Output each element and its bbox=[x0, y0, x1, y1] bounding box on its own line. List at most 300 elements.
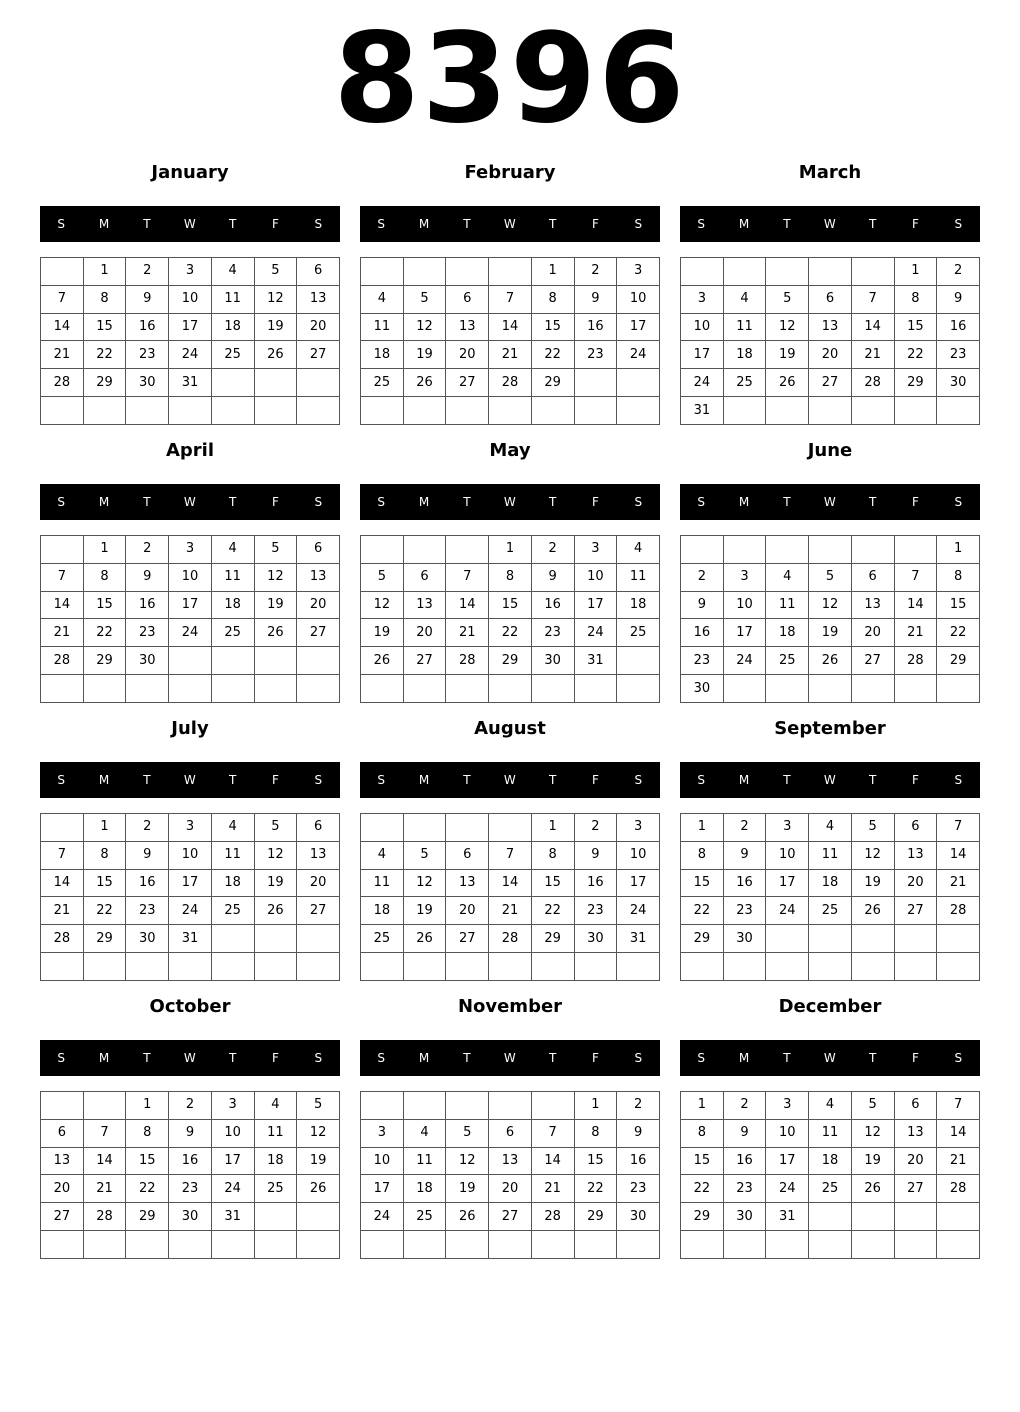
month-name: March bbox=[798, 162, 862, 183]
day-cell bbox=[41, 1231, 84, 1259]
day-cell: 24 bbox=[169, 619, 212, 647]
day-cell bbox=[851, 953, 894, 981]
week-row bbox=[361, 675, 660, 703]
week-row bbox=[41, 675, 340, 703]
day-cell bbox=[83, 953, 126, 981]
week-row bbox=[41, 285, 340, 313]
day-cell: 17 bbox=[169, 591, 212, 619]
day-cell bbox=[361, 675, 404, 703]
day-cell: 28 bbox=[894, 647, 937, 675]
day-cell: 21 bbox=[531, 1175, 574, 1203]
day-cell: 26 bbox=[403, 369, 446, 397]
day-cell: 3 bbox=[681, 285, 724, 313]
day-cell: 25 bbox=[211, 341, 254, 369]
day-cell bbox=[126, 397, 169, 425]
day-cell bbox=[254, 397, 297, 425]
day-cell: 13 bbox=[894, 841, 937, 869]
day-cell bbox=[531, 953, 574, 981]
weekday-label: S bbox=[634, 495, 643, 509]
day-cell: 19 bbox=[403, 341, 446, 369]
day-cell: 2 bbox=[937, 258, 980, 286]
month-name: October bbox=[149, 996, 231, 1017]
day-cell: 16 bbox=[126, 869, 169, 897]
day-cell bbox=[41, 397, 84, 425]
day-cell: 7 bbox=[41, 563, 84, 591]
day-cell bbox=[254, 925, 297, 953]
day-cell: 15 bbox=[574, 1147, 617, 1175]
day-cell bbox=[254, 647, 297, 675]
day-cell: 24 bbox=[617, 897, 660, 925]
weekday-label: T bbox=[463, 217, 472, 231]
day-cell bbox=[489, 675, 532, 703]
week-row bbox=[361, 313, 660, 341]
day-cell: 27 bbox=[446, 369, 489, 397]
weekday-label: T bbox=[463, 773, 472, 787]
day-cell: 26 bbox=[766, 369, 809, 397]
day-cell: 12 bbox=[254, 563, 297, 591]
day-cell: 16 bbox=[169, 1147, 212, 1175]
day-cell: 8 bbox=[681, 1119, 724, 1147]
day-cell: 21 bbox=[83, 1175, 126, 1203]
weekday-label: T bbox=[463, 495, 472, 509]
day-cell: 7 bbox=[489, 841, 532, 869]
week-row bbox=[361, 397, 660, 425]
day-cell: 21 bbox=[851, 341, 894, 369]
weekday-label: W bbox=[823, 773, 837, 787]
day-cell bbox=[83, 1231, 126, 1259]
day-cell bbox=[211, 369, 254, 397]
weekday-header bbox=[40, 762, 340, 798]
weekday-header bbox=[360, 762, 660, 798]
day-grid bbox=[680, 257, 980, 425]
day-cell bbox=[297, 953, 340, 981]
week-row bbox=[41, 369, 340, 397]
day-cell: 10 bbox=[211, 1119, 254, 1147]
week-row bbox=[41, 647, 340, 675]
day-cell bbox=[574, 397, 617, 425]
day-cell: 16 bbox=[574, 869, 617, 897]
month-name: February bbox=[464, 162, 556, 183]
day-cell: 30 bbox=[126, 647, 169, 675]
day-cell: 26 bbox=[254, 341, 297, 369]
day-cell: 4 bbox=[211, 258, 254, 286]
day-cell: 25 bbox=[211, 897, 254, 925]
day-cell: 1 bbox=[531, 258, 574, 286]
day-cell: 9 bbox=[617, 1119, 660, 1147]
day-cell: 21 bbox=[41, 341, 84, 369]
day-cell: 8 bbox=[574, 1119, 617, 1147]
day-cell bbox=[617, 953, 660, 981]
week-row bbox=[41, 341, 340, 369]
day-cell: 13 bbox=[446, 869, 489, 897]
day-cell bbox=[254, 1231, 297, 1259]
week-row bbox=[361, 814, 660, 842]
day-cell: 8 bbox=[894, 285, 937, 313]
day-cell: 3 bbox=[361, 1119, 404, 1147]
week-row bbox=[681, 313, 980, 341]
day-cell: 22 bbox=[83, 619, 126, 647]
weekday-label: T bbox=[228, 1051, 237, 1065]
week-row bbox=[41, 869, 340, 897]
day-cell: 7 bbox=[851, 285, 894, 313]
day-cell: 1 bbox=[126, 1092, 169, 1120]
day-cell: 28 bbox=[851, 369, 894, 397]
day-cell bbox=[809, 1231, 852, 1259]
day-cell bbox=[41, 258, 84, 286]
day-cell: 25 bbox=[211, 619, 254, 647]
week-row bbox=[41, 591, 340, 619]
week-row bbox=[361, 619, 660, 647]
day-cell: 6 bbox=[297, 536, 340, 564]
day-cell bbox=[851, 258, 894, 286]
weekday-label: S bbox=[954, 773, 963, 787]
day-cell bbox=[361, 1092, 404, 1120]
day-cell: 29 bbox=[126, 1203, 169, 1231]
weekday-label: S bbox=[954, 1051, 963, 1065]
weekday-label: M bbox=[738, 217, 750, 231]
day-cell: 24 bbox=[574, 619, 617, 647]
day-cell bbox=[254, 1203, 297, 1231]
day-cell: 30 bbox=[126, 369, 169, 397]
day-cell bbox=[489, 1231, 532, 1259]
week-row bbox=[681, 341, 980, 369]
day-cell: 3 bbox=[766, 1092, 809, 1120]
day-cell: 23 bbox=[126, 619, 169, 647]
day-cell: 9 bbox=[681, 591, 724, 619]
weekday-label: W bbox=[823, 217, 837, 231]
day-cell: 12 bbox=[446, 1147, 489, 1175]
weekday-label: S bbox=[57, 217, 66, 231]
day-cell: 21 bbox=[894, 619, 937, 647]
weekday-label: S bbox=[697, 773, 706, 787]
day-cell bbox=[361, 536, 404, 564]
weekday-label: F bbox=[912, 217, 920, 231]
month-name: May bbox=[489, 440, 531, 461]
weekday-header bbox=[680, 762, 980, 798]
day-cell: 18 bbox=[211, 591, 254, 619]
day-cell: 12 bbox=[254, 841, 297, 869]
week-row bbox=[41, 563, 340, 591]
day-cell: 18 bbox=[809, 1147, 852, 1175]
day-cell: 9 bbox=[574, 841, 617, 869]
week-row bbox=[41, 258, 340, 286]
day-cell: 17 bbox=[574, 591, 617, 619]
day-cell: 10 bbox=[617, 285, 660, 313]
day-cell: 31 bbox=[617, 925, 660, 953]
weekday-label: W bbox=[183, 217, 197, 231]
weekday-label: M bbox=[738, 773, 750, 787]
day-cell: 14 bbox=[851, 313, 894, 341]
day-cell: 11 bbox=[403, 1147, 446, 1175]
weekday-label: S bbox=[57, 495, 66, 509]
day-cell: 14 bbox=[489, 869, 532, 897]
day-grid bbox=[680, 813, 980, 981]
week-row bbox=[361, 897, 660, 925]
day-cell: 14 bbox=[531, 1147, 574, 1175]
day-cell: 5 bbox=[254, 258, 297, 286]
weekday-label: T bbox=[868, 495, 877, 509]
day-cell: 15 bbox=[531, 313, 574, 341]
day-cell: 4 bbox=[211, 814, 254, 842]
week-row bbox=[41, 313, 340, 341]
week-row bbox=[361, 1175, 660, 1203]
day-cell: 3 bbox=[766, 814, 809, 842]
day-cell bbox=[617, 397, 660, 425]
day-cell: 26 bbox=[851, 897, 894, 925]
weekday-label: W bbox=[183, 773, 197, 787]
day-cell: 3 bbox=[169, 258, 212, 286]
day-cell: 15 bbox=[83, 313, 126, 341]
day-cell: 14 bbox=[937, 841, 980, 869]
weekday-label: T bbox=[143, 773, 152, 787]
week-row bbox=[41, 897, 340, 925]
day-cell: 29 bbox=[681, 1203, 724, 1231]
day-cell bbox=[617, 369, 660, 397]
day-cell: 25 bbox=[403, 1203, 446, 1231]
year-title: 8396 bbox=[333, 7, 687, 151]
day-cell: 6 bbox=[446, 841, 489, 869]
day-cell bbox=[894, 397, 937, 425]
week-row bbox=[361, 536, 660, 564]
day-cell bbox=[211, 675, 254, 703]
day-cell bbox=[41, 953, 84, 981]
day-cell: 19 bbox=[297, 1147, 340, 1175]
weekday-label: T bbox=[548, 1051, 557, 1065]
day-cell: 21 bbox=[41, 619, 84, 647]
week-row bbox=[361, 591, 660, 619]
weekday-label: S bbox=[377, 495, 386, 509]
day-cell bbox=[851, 1231, 894, 1259]
day-cell: 22 bbox=[83, 897, 126, 925]
day-cell: 30 bbox=[126, 925, 169, 953]
day-cell: 15 bbox=[894, 313, 937, 341]
day-cell bbox=[126, 1231, 169, 1259]
week-row bbox=[41, 814, 340, 842]
day-cell: 14 bbox=[489, 313, 532, 341]
weekday-label: T bbox=[143, 217, 152, 231]
day-cell bbox=[681, 953, 724, 981]
day-cell bbox=[681, 1231, 724, 1259]
weekday-label: W bbox=[183, 1051, 197, 1065]
day-cell: 19 bbox=[403, 897, 446, 925]
day-cell: 24 bbox=[169, 341, 212, 369]
day-cell: 8 bbox=[126, 1119, 169, 1147]
day-cell bbox=[126, 675, 169, 703]
week-row bbox=[681, 397, 980, 425]
day-cell: 9 bbox=[126, 285, 169, 313]
day-cell bbox=[297, 1203, 340, 1231]
day-cell: 5 bbox=[254, 536, 297, 564]
day-cell: 14 bbox=[41, 869, 84, 897]
weekday-label: S bbox=[377, 773, 386, 787]
day-cell bbox=[723, 397, 766, 425]
day-cell bbox=[937, 953, 980, 981]
day-cell bbox=[361, 258, 404, 286]
day-cell: 24 bbox=[361, 1203, 404, 1231]
day-cell: 17 bbox=[617, 313, 660, 341]
day-cell: 13 bbox=[403, 591, 446, 619]
day-cell: 6 bbox=[297, 814, 340, 842]
day-cell bbox=[361, 953, 404, 981]
day-cell: 17 bbox=[211, 1147, 254, 1175]
day-cell: 23 bbox=[531, 619, 574, 647]
day-cell: 14 bbox=[937, 1119, 980, 1147]
day-cell: 1 bbox=[489, 536, 532, 564]
day-cell: 10 bbox=[681, 313, 724, 341]
day-cell bbox=[531, 1231, 574, 1259]
day-cell: 23 bbox=[169, 1175, 212, 1203]
day-cell: 4 bbox=[766, 563, 809, 591]
day-cell: 23 bbox=[617, 1175, 660, 1203]
day-cell: 6 bbox=[41, 1119, 84, 1147]
day-cell: 9 bbox=[574, 285, 617, 313]
day-cell bbox=[723, 953, 766, 981]
week-row bbox=[681, 647, 980, 675]
day-cell: 5 bbox=[446, 1119, 489, 1147]
month-name: July bbox=[171, 718, 209, 739]
weekday-label: F bbox=[272, 1051, 280, 1065]
day-cell: 23 bbox=[574, 341, 617, 369]
day-cell bbox=[809, 953, 852, 981]
day-cell: 9 bbox=[126, 563, 169, 591]
weekday-header bbox=[40, 1040, 340, 1076]
day-cell bbox=[446, 1092, 489, 1120]
day-cell: 14 bbox=[894, 591, 937, 619]
weekday-label: M bbox=[418, 1051, 430, 1065]
weekday-label: S bbox=[954, 495, 963, 509]
day-cell: 16 bbox=[126, 313, 169, 341]
day-cell: 16 bbox=[617, 1147, 660, 1175]
day-cell: 15 bbox=[937, 591, 980, 619]
day-cell: 19 bbox=[446, 1175, 489, 1203]
week-row bbox=[681, 1203, 980, 1231]
day-cell: 27 bbox=[41, 1203, 84, 1231]
day-cell bbox=[937, 397, 980, 425]
week-row bbox=[41, 925, 340, 953]
day-cell bbox=[809, 258, 852, 286]
day-cell: 17 bbox=[723, 619, 766, 647]
day-cell: 11 bbox=[723, 313, 766, 341]
week-row bbox=[41, 1231, 340, 1259]
day-cell: 22 bbox=[894, 341, 937, 369]
day-cell: 20 bbox=[894, 869, 937, 897]
day-cell: 30 bbox=[617, 1203, 660, 1231]
day-cell bbox=[574, 953, 617, 981]
day-cell: 1 bbox=[83, 258, 126, 286]
day-cell: 13 bbox=[297, 285, 340, 313]
weekday-label: F bbox=[272, 217, 280, 231]
day-cell: 30 bbox=[681, 675, 724, 703]
day-cell: 9 bbox=[723, 1119, 766, 1147]
weekday-label: M bbox=[98, 773, 110, 787]
weekday-label: T bbox=[228, 217, 237, 231]
day-cell: 9 bbox=[531, 563, 574, 591]
day-cell bbox=[403, 814, 446, 842]
day-cell: 1 bbox=[531, 814, 574, 842]
week-row bbox=[361, 1092, 660, 1120]
day-cell bbox=[531, 397, 574, 425]
week-row bbox=[361, 869, 660, 897]
week-row bbox=[361, 925, 660, 953]
day-cell bbox=[851, 536, 894, 564]
day-cell bbox=[851, 925, 894, 953]
day-cell: 22 bbox=[489, 619, 532, 647]
weekday-label: T bbox=[143, 1051, 152, 1065]
weekday-label: T bbox=[548, 773, 557, 787]
day-cell: 25 bbox=[361, 369, 404, 397]
day-cell: 8 bbox=[937, 563, 980, 591]
day-cell: 28 bbox=[531, 1203, 574, 1231]
day-cell bbox=[894, 536, 937, 564]
weekday-label: S bbox=[314, 1051, 323, 1065]
day-cell: 6 bbox=[297, 258, 340, 286]
day-cell: 31 bbox=[169, 925, 212, 953]
day-cell bbox=[489, 953, 532, 981]
day-cell: 7 bbox=[937, 814, 980, 842]
day-cell: 29 bbox=[83, 925, 126, 953]
day-cell: 4 bbox=[723, 285, 766, 313]
day-cell bbox=[937, 1231, 980, 1259]
day-cell: 20 bbox=[489, 1175, 532, 1203]
day-cell: 3 bbox=[169, 814, 212, 842]
day-cell: 27 bbox=[446, 925, 489, 953]
weekday-header bbox=[360, 484, 660, 520]
day-cell bbox=[297, 925, 340, 953]
day-cell bbox=[617, 647, 660, 675]
day-cell bbox=[403, 258, 446, 286]
day-cell: 2 bbox=[574, 258, 617, 286]
day-cell: 27 bbox=[297, 619, 340, 647]
day-cell: 2 bbox=[574, 814, 617, 842]
weekday-label: F bbox=[912, 1051, 920, 1065]
day-cell: 25 bbox=[723, 369, 766, 397]
weekday-label: T bbox=[783, 217, 792, 231]
week-row bbox=[361, 1203, 660, 1231]
day-cell: 25 bbox=[766, 647, 809, 675]
day-cell: 1 bbox=[83, 536, 126, 564]
week-row bbox=[681, 258, 980, 286]
week-row bbox=[361, 1231, 660, 1259]
day-cell bbox=[723, 675, 766, 703]
day-cell: 13 bbox=[446, 313, 489, 341]
day-cell: 1 bbox=[937, 536, 980, 564]
day-cell: 10 bbox=[169, 285, 212, 313]
weekday-label: T bbox=[783, 773, 792, 787]
weekday-label: T bbox=[548, 495, 557, 509]
day-cell: 2 bbox=[681, 563, 724, 591]
day-cell: 15 bbox=[489, 591, 532, 619]
day-cell bbox=[489, 1092, 532, 1120]
day-cell bbox=[937, 1203, 980, 1231]
day-cell: 17 bbox=[169, 313, 212, 341]
day-cell: 18 bbox=[361, 341, 404, 369]
day-cell bbox=[403, 536, 446, 564]
day-grid bbox=[40, 535, 340, 703]
day-cell bbox=[446, 258, 489, 286]
weekday-label: M bbox=[418, 495, 430, 509]
day-cell: 25 bbox=[254, 1175, 297, 1203]
week-row bbox=[361, 1147, 660, 1175]
day-cell: 26 bbox=[851, 1175, 894, 1203]
weekday-label: F bbox=[592, 773, 600, 787]
weekday-label: F bbox=[272, 495, 280, 509]
month-name: December bbox=[778, 996, 882, 1017]
day-cell: 8 bbox=[681, 841, 724, 869]
day-cell: 30 bbox=[937, 369, 980, 397]
day-cell: 2 bbox=[723, 1092, 766, 1120]
weekday-label: T bbox=[783, 495, 792, 509]
week-row bbox=[41, 1203, 340, 1231]
